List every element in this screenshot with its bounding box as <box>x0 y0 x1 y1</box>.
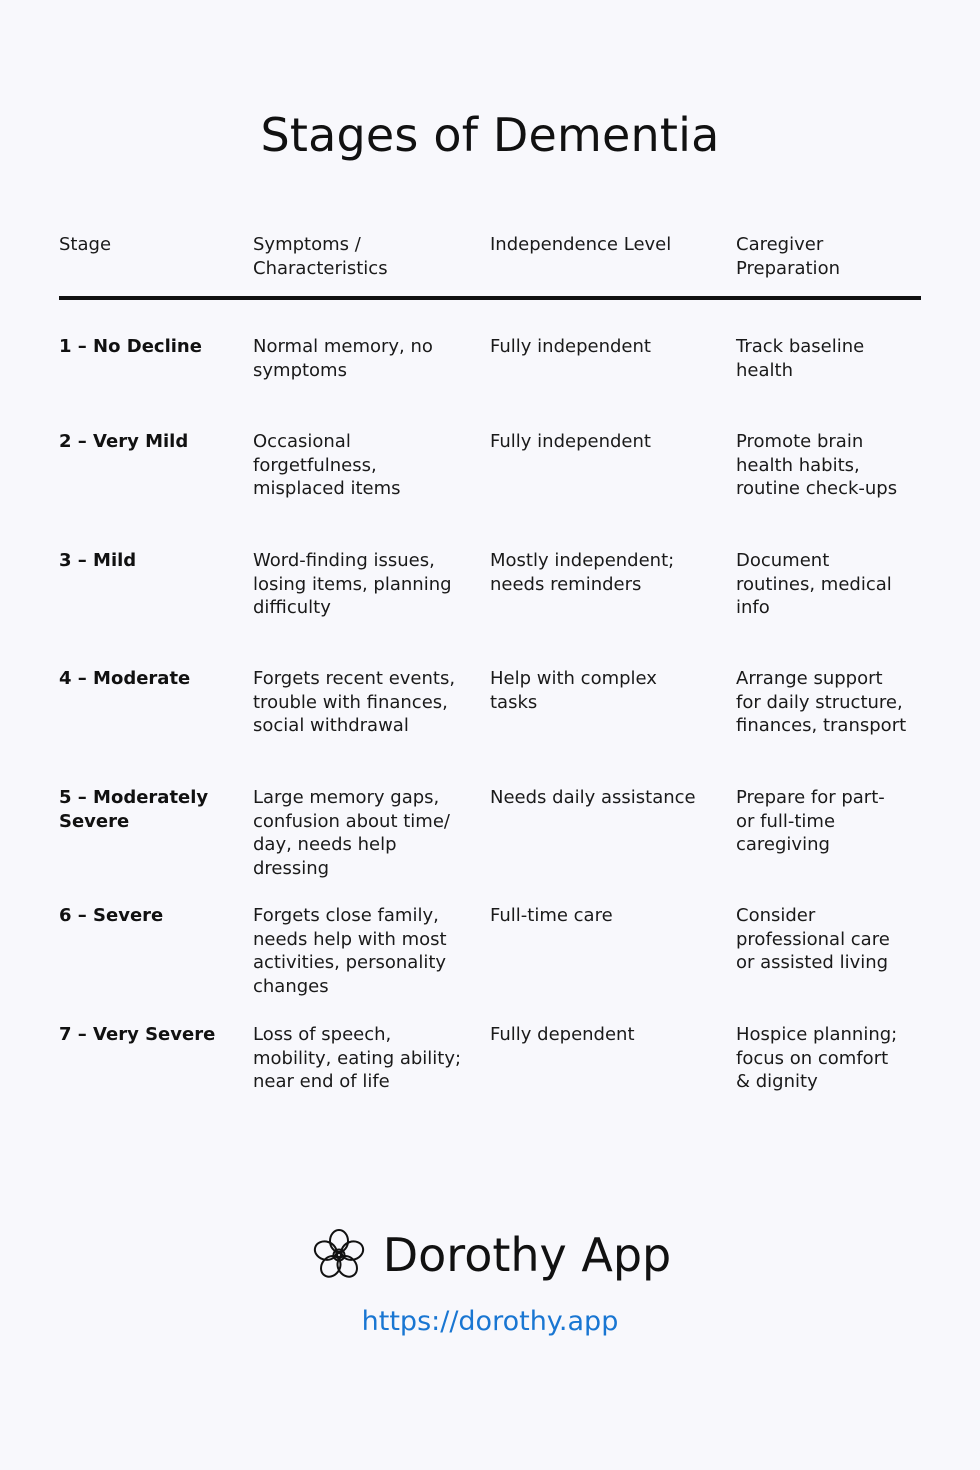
row-4-symptoms: Forgets recent events, trouble with finances, social withdrawal <box>253 668 456 736</box>
brand-name: Dorothy App <box>382 1228 672 1282</box>
row-5-symptoms: Large memory gaps, confusion about time/ day, needs help dressing <box>253 787 450 879</box>
row-2-independence: Fully independent <box>490 431 651 452</box>
row-7-stage: 7 – Very Severe <box>59 1024 216 1045</box>
page-title: Stages of Dementia <box>260 108 720 162</box>
row-4-independence: Help with complex tasks <box>490 668 657 713</box>
row-4-stage: 4 – Moderate <box>59 668 191 689</box>
row-3-independence: Mostly independent; needs reminders <box>490 550 675 595</box>
flower-icon <box>309 1225 369 1285</box>
row-6-independence: Full-time care <box>490 905 613 926</box>
column-header-symptoms: Symptoms / Characteristics <box>253 234 388 279</box>
column-header-stage: Stage <box>59 234 112 255</box>
row-1-independence: Fully independent <box>490 336 651 357</box>
row-5-independence: Needs daily assistance <box>490 787 696 808</box>
row-1-caregiver: Track baseline health <box>736 336 865 381</box>
column-header-caregiver: Caregiver Preparation <box>736 234 840 279</box>
row-2-symptoms: Occasional forgetfulness, misplaced items <box>253 431 401 499</box>
row-3-caregiver: Document routines, medical info <box>736 550 892 618</box>
row-2-caregiver: Promote brain health habits, routine check-ups <box>736 431 898 499</box>
row-6-stage: 6 – Severe <box>59 905 164 926</box>
brand-lockup <box>0 1225 980 1285</box>
row-1-stage: 1 – No Decline <box>59 336 202 357</box>
header-divider <box>59 296 921 300</box>
website-link[interactable]: https://dorothy.app <box>361 1306 619 1337</box>
row-7-independence: Fully dependent <box>490 1024 635 1045</box>
row-3-symptoms: Word-finding issues, losing items, planning difficulty <box>253 550 452 618</box>
row-5-caregiver: Prepare for part- or full-time caregiving <box>736 787 885 855</box>
row-6-caregiver: Consider professional care or assisted living <box>736 905 890 973</box>
row-3-stage: 3 – Mild <box>59 550 137 571</box>
row-6-symptoms: Forgets close family, needs help with most activities, personality changes <box>253 905 447 997</box>
row-1-symptoms: Normal memory, no symptoms <box>253 336 433 381</box>
column-header-independence: Independence Level <box>490 234 672 255</box>
row-5-stage: 5 – Moderately Severe <box>59 787 209 832</box>
row-2-stage: 2 – Very Mild <box>59 431 189 452</box>
row-4-caregiver: Arrange support for daily structure, finances, transport <box>736 668 907 736</box>
row-7-caregiver: Hospice planning; focus on comfort & dignity <box>736 1024 898 1092</box>
row-7-symptoms: Loss of speech, mobility, eating ability; near end of life <box>253 1024 462 1092</box>
